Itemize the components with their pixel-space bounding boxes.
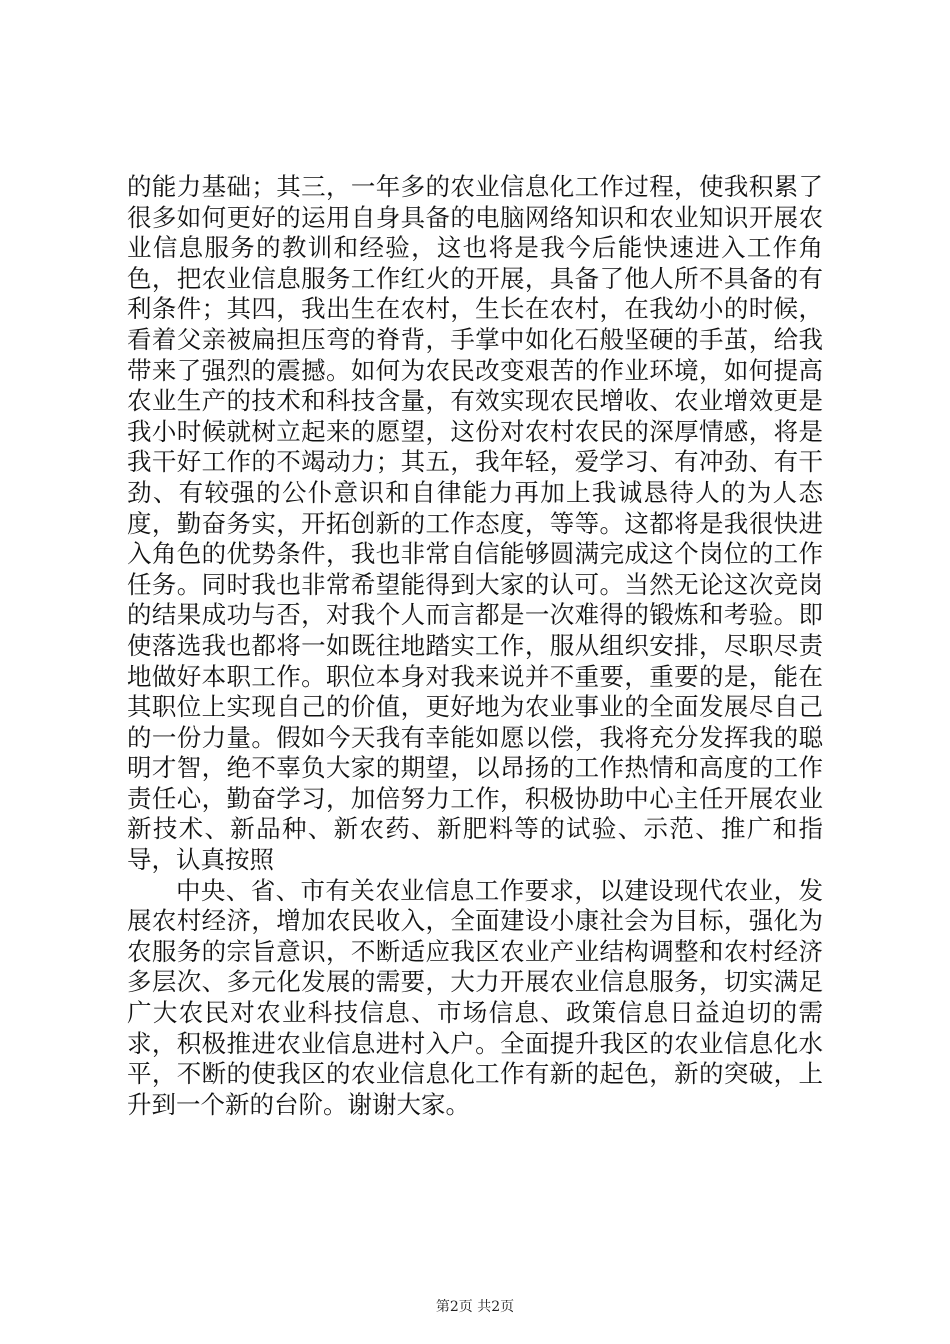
page-footer: 第2页 共2页 bbox=[435, 1299, 515, 1315]
paragraph-continuation: 的能力基础；其三，一年多的农业信息化工作过程，使我积累了很多如何更好的运用自身具备的电脑网络知识和农业知识开展农业信息服务的教训和经验，这也将是我今后能快速进入工作角色，把农业信息服务工作红火的开展，具备了他人所不具备的有利条件；其四，我出生在农村，生长在农村，在我幼小的时候，看着父亲被扁担压弯的脊背，手掌中如化石般坚硬的手茧，给我带来了强烈的震撼。如何为农民改变艰苦的作业环境，如何提高农业生产的技术和科技含量，有效实现农民增收、农业增效更是我小时候就树立起来的愿望，这份对农村农民的深厚情感，将是我干好工作的不竭动力；其五，我年轻，爱学习、有冲劲、有干劲、有较强的公仆意识和自律能力再加上我诚恳待人的为人态度，勤奋务实，开拓创新的工作态度，等等。这都将是我很快进入角色的优势条件，我也非常自信能够圆满完成这个岗位的工作任务。同时我也非常希望能得到大家的认可。当然无论这次竞岗的结果成功与否，对我个人而言都是一次难得的锻炼和考验。即使落选我也都将一如既往地踏实工作，服从组织安排，尽职尽责地做好本职工作。职位本身对我来说并不重要，重要的是，能在其职位上实现自己的价值，更好地为农业事业的全面发展尽自己的一份力量。假如今天我有幸能如愿以偿，我将充分发挥我的聪明才智，绝不辜负大家的期望，以昂扬的工作热情和高度的工作责任心，勤奋学习，加倍努力工作，积极协助中心主任开展农业新技术、新品种、新农药、新肥料等的试验、示范、推广和指导，认真按照 bbox=[127, 172, 823, 875]
paragraph-closing: 中央、省、市有关农业信息工作要求，以建设现代农业，发展农村经济，增加农民收入，全面建设小康社会为目标，强化为农服务的宗旨意识，不断适应我区农业产业结构调整和农村经济多层次、多元化发展的需要，大力开展农业信息服务，切实满足广大农民对农业科技信息、市场信息、政策信息日益迫切的需求，积极推进农业信息进村入户。全面提升我区的农业信息化水平，不断的使我区的农业信息化工作有新的起色，新的突破，上升到一个新的台阶。谢谢大家。 bbox=[127, 875, 823, 1119]
document-body bbox=[127, 172, 823, 1120]
